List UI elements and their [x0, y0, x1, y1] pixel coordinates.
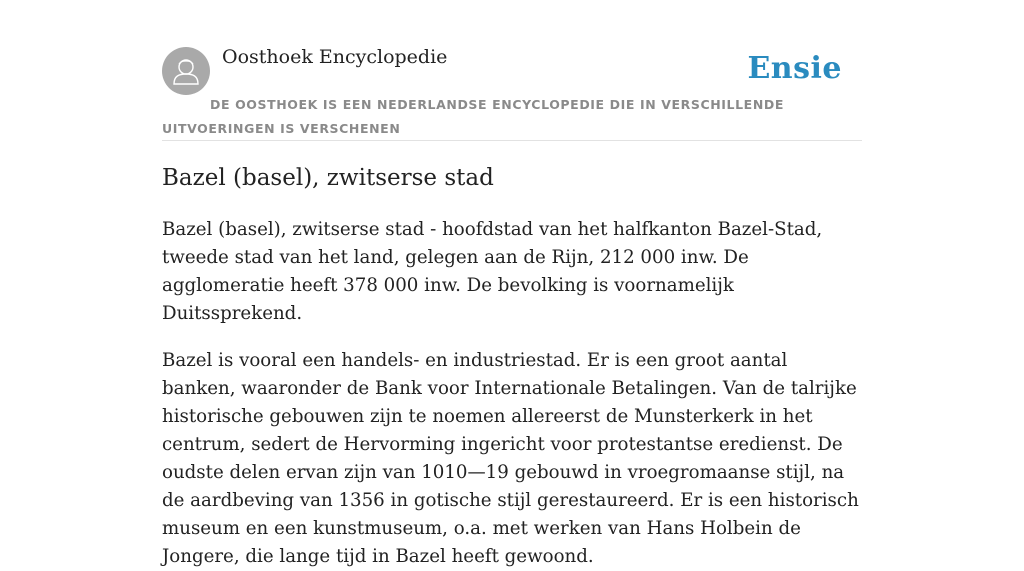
user-icon [162, 47, 210, 95]
article-title: Bazel (basel), zwitserse stad [162, 165, 494, 191]
article [162, 160, 862, 571]
article-paragraph: Bazel is vooral een handels- en industriestad. Er is een groot aantal banken, waaronder de Bank voor Internationale Betalingen. Van de talrijke historische gebouwen zijn te noemen allereerst de Munsterkerk in het centrum, sedert de Hervorming ingericht voor protestantse eredienst. De oudste delen ervan zijn van 1010—19 gebouwd in vroegromaanse stijl, na de aardbeving van 1356 in gotische stijl gerestaureerd. Er is een historisch museum en een kunstmuseum, o.a. met werken van Hans Holbein de Jongere, die lange tijd in Bazel heeft gewoond. [162, 350, 859, 567]
brand-logo[interactable]: Ensie [747, 51, 842, 86]
source-tagline: DE OOSTHOEK IS EEN NEDERLANDSE ENCYCLOPEDIE DIE IN VERSCHILLENDE UITVOERINGEN IS VERSCHENEN [162, 97, 784, 136]
source-name[interactable]: Oosthoek Encyclopedie [222, 46, 448, 68]
article-paragraph: Bazel (basel), zwitserse stad - hoofdstad van het halfkanton Bazel-Stad, tweede stad van het land, gelegen aan de Rijn, 212 000 inw. De agglomeratie heeft 378 000 inw. De bevolking is voornamelijk Duitssprekend. [162, 219, 823, 324]
source-avatar[interactable] [162, 47, 210, 95]
source-header [162, 40, 862, 141]
